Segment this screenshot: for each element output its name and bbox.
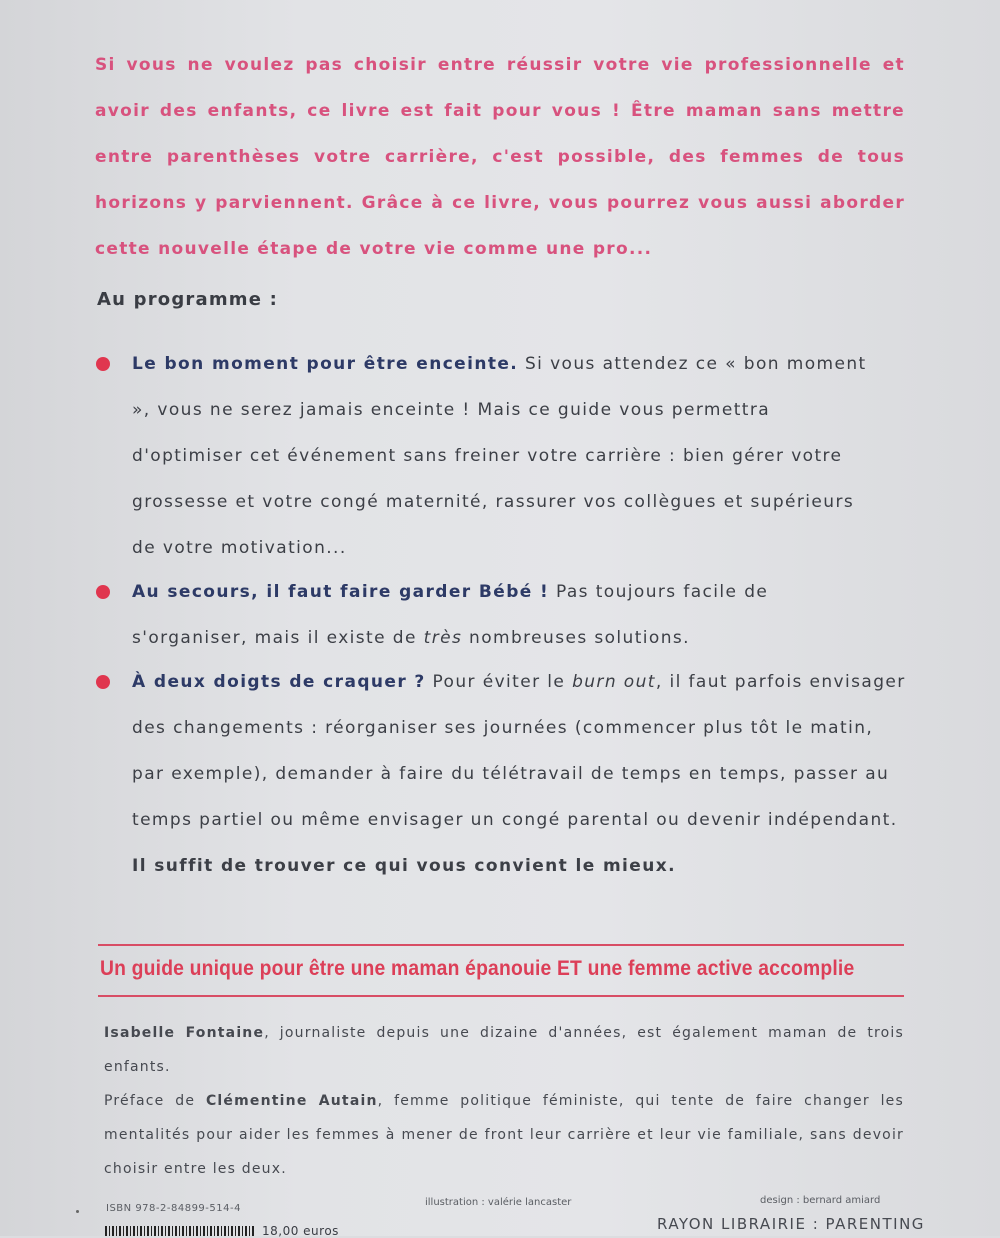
preface-label: Préface de [104, 1093, 206, 1109]
program-item-1 [96, 341, 876, 571]
intro-paragraph: Si vous ne voulez pas choisir entre réussir votre vie professionnelle et avoir des enfants, ce livre est fait pour vous ! Être maman sans mettre entre parenthèses votre carrière, c'est possible, des femmes de tous horizons y parviennent. Grâce à ce livre, vous pourrez vous aussi aborder cette nouvelle étape de votre vie comme une pro... [95, 55, 905, 259]
author-name: Isabelle Fontaine [104, 1025, 265, 1041]
program-item-text: Pas toujours facile de s'organiser, mais il existe de [132, 582, 769, 648]
preface-description: , femme politique féministe, qui tente de faire changer les mentalités pour aider les femmes à mener de front leur carrière et leur vie familiale, sans devoir choisir entre les deux. [104, 1093, 904, 1177]
barcode-icon [105, 1226, 255, 1236]
program-item-body [132, 341, 876, 571]
program-item-text: Pour éviter le [425, 672, 573, 692]
program-item-text: Si vous attendez ce « bon moment », vous ne serez jamais enceinte ! Mais ce guide vous permettra d'optimiser cet événement sans freiner votre carrière : bien gérer votre grossesse et votre congé maternité, rassurer vos collègues et supérieurs de votre motivation... [132, 354, 867, 558]
illustration-credit: illustration : valérie lancaster [425, 1197, 572, 1208]
author-description: , journaliste depuis une dizaine d'années, est également maman de trois enfants. [104, 1025, 905, 1075]
program-item-emphasis: très [423, 628, 463, 648]
banner-bottom-rule [98, 995, 904, 997]
program-item-lead: À deux doigts de craquer ? [132, 672, 426, 692]
preface-author-name: Clémentine Autain [205, 1093, 378, 1109]
program-item-lead: Au secours, il faut faire garder Bébé ! [132, 582, 550, 602]
banner-top-rule [98, 944, 904, 946]
program-item-text-mid: , il faut parfois envisager des changements : réorganiser ses journées (commencer plus tôt le matin, par exemple), demander à faire du télétravail de temps en temps, passer au temps partiel ou même envisager un congé parental ou devenir indépendant. [132, 672, 906, 830]
program-item-emphasis: burn out [572, 672, 656, 692]
price-label: 18,00 euros [262, 1224, 339, 1238]
design-credit: design : bernard amiard [760, 1195, 881, 1206]
shelf-category: RAYON LIBRAIRIE : PARENTING [657, 1215, 925, 1233]
program-item-body [132, 569, 856, 661]
program-item-3 [96, 659, 906, 889]
program-item-text-end: nombreuses solutions. [462, 628, 690, 648]
bullet-dot-icon [96, 357, 110, 371]
tagline-banner: Un guide unique pour être une maman épanouie ET une femme active accomplie [100, 957, 855, 980]
bullet-dot-icon [96, 675, 110, 689]
program-item-2 [96, 569, 856, 661]
author-bio [104, 1016, 904, 1186]
program-item-conclusion: Il suffit de trouver ce qui vous convient le mieux. [132, 856, 676, 876]
preface-paragraph [104, 1084, 904, 1186]
program-item-body [132, 659, 906, 889]
bullet-dot-icon [96, 585, 110, 599]
program-item-lead: Le bon moment pour être enceinte. [132, 354, 519, 374]
isbn-number: ISBN 978-2-84899-514-4 [106, 1203, 241, 1214]
author-paragraph [104, 1016, 904, 1084]
program-heading: Au programme : [97, 289, 279, 310]
print-mark [76, 1210, 79, 1213]
